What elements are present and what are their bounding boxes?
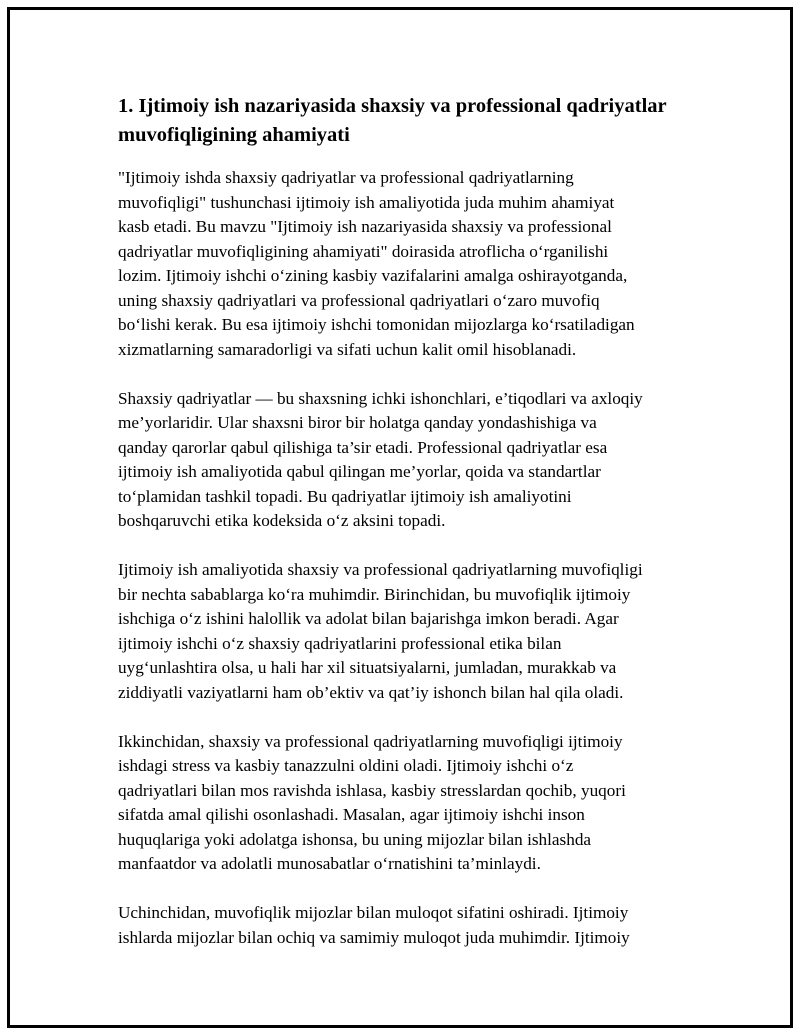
document-body [118,92,693,975]
text-line: me’yorlaridir. Ular shaxsni biror bir holatga qanday yondashishiga va [118,413,597,432]
text-line: lozim. Ijtimoiy ishchi o‘zining kasbiy vazifalarini amalga oshirayotganda, [118,266,628,285]
text-line: qadriyatlar muvofiqligining ahamiyati" doirasida atroflicha o‘rganilishi [118,241,609,261]
paragraph-5 [118,901,693,950]
text-line: ishlarda mijozlar bilan ochiq va samimiy muloqot juda muhimdir. Ijtimoiy [118,927,630,947]
text-line: muvofiqligi" tushunchasi ijtimoiy ish amaliyotida juda muhim ahamiyat [118,192,615,212]
heading-line: muvofiqligining ahamiyati [118,124,350,146]
text-line: ishchiga o‘z ishini halollik va adolat bilan bajarishga imkon beradi. Agar [118,609,619,628]
text-line: to‘plamidan tashkil topadi. Bu qadriyatlar ijtimoiy ish amaliyotini [118,486,572,506]
paragraph-4 [118,730,693,877]
text-line: bir nechta sabablarga ko‘ra muhimdir. Birinchidan, bu muvofiqlik ijtimoiy [118,584,631,604]
text-line: xizmatlarning samaradorligi va sifati uchun kalit omil hisoblanadi. [118,339,577,359]
text-line: manfaatdor va adolatli munosabatlar o‘rnatishini ta’minlaydi. [118,854,541,873]
paragraph-2 [118,387,693,534]
text-line: uning shaxsiy qadriyatlari va professional qadriyatlari o‘zaro muvofiq [118,290,600,310]
text-line: Shaxsiy qadriyatlar — bu shaxsning ichki ishonchlari, e’tiqodlari va axloqiy [118,388,643,408]
text-line: ijtimoiy ishchi o‘z shaxsiy qadriyatlarini professional etika bilan [118,633,562,653]
text-line: kasb etadi. Bu mavzu "Ijtimoiy ish nazariyasida shaxsiy va professional [118,217,612,236]
text-line: "Ijtimoiy ishda shaxsiy qadriyatlar va professional qadriyatlarning [118,168,574,187]
text-line: ziddiyatli vaziyatlarni ham ob’ektiv va qat’iy ishonch bilan hal qila oladi. [118,682,624,702]
text-line: huquqlariga yoki adolatga ishonsa, bu uning mijozlar bilan ishlashda [118,829,592,849]
text-line: bo‘lishi kerak. Bu esa ijtimoiy ishchi tomonidan mijozlarga ko‘rsatiladigan [118,315,635,334]
heading-line: 1. Ijtimoiy ish nazariyasida shaxsiy va professional qadriyatlar [118,95,667,117]
text-line: qanday qarorlar qabul qilishiga ta’sir etadi. Professional qadriyatlar esa [118,437,608,457]
paragraph-1 [118,166,693,362]
section-heading [118,92,693,150]
text-line: ishdagi stress va kasbiy tanazzulni oldini oladi. Ijtimoiy ishchi o‘z [118,756,574,775]
text-line: boshqaruvchi etika kodeksida o‘z aksini topadi. [118,511,446,530]
text-line: Ikkinchidan, shaxsiy va professional qadriyatlarning muvofiqligi ijtimoiy [118,731,623,751]
text-line: Uchinchidan, muvofiqlik mijozlar bilan muloqot sifatini oshiradi. Ijtimoiy [118,903,629,922]
text-line: Ijtimoiy ish amaliyotida shaxsiy va professional qadriyatlarning muvofiqligi [118,560,643,579]
text-line: sifatda amal qilishi osonlashadi. Masalan, agar ijtimoiy ishchi inson [118,805,585,824]
paragraph-3 [118,558,693,705]
text-line: uyg‘unlashtira olsa, u hali har xil situatsiyalarni, jumladan, murakkab va [118,658,617,677]
text-line: qadriyatlari bilan mos ravishda ishlasa, kasbiy stresslardan qochib, yuqori [118,780,626,800]
text-line: ijtimoiy ish amaliyotida qabul qilingan me’yorlar, qoida va standartlar [118,462,601,481]
